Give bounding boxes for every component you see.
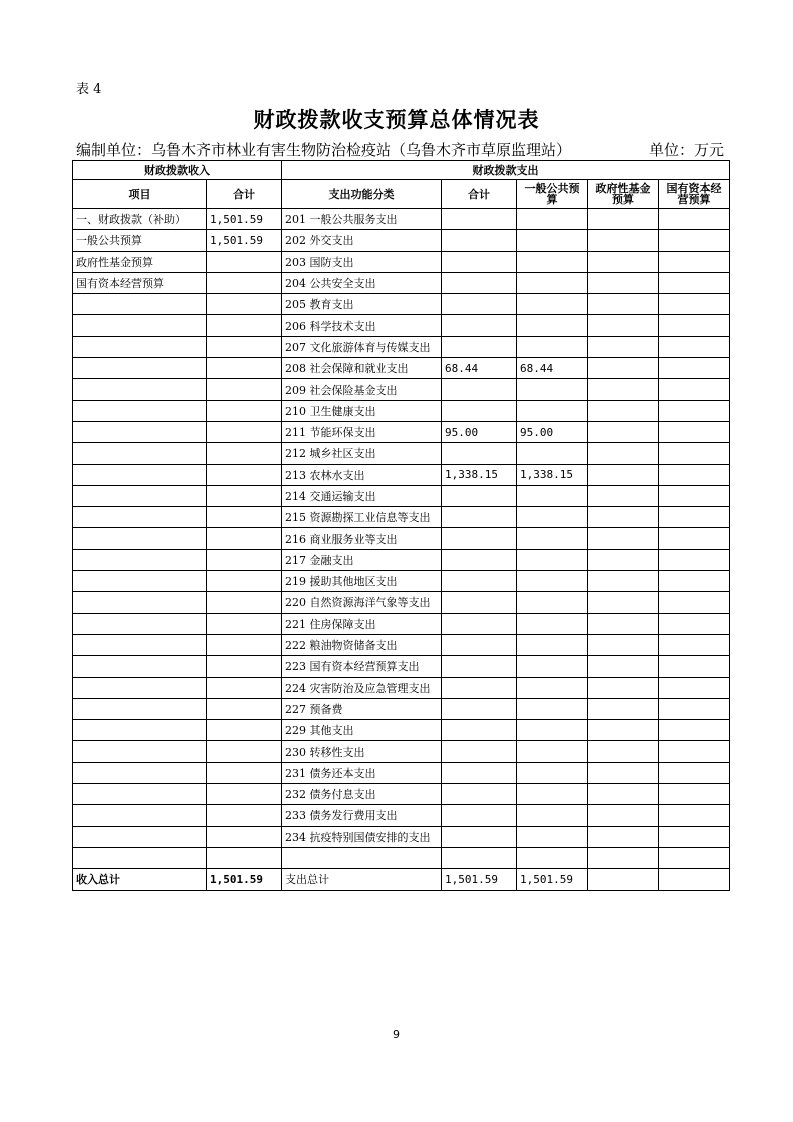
func-class-cell: 230 转移性支出 [282, 741, 442, 762]
gov-fund-cell [588, 251, 659, 272]
state-capital-cell [659, 379, 730, 400]
expense-total-cell [442, 847, 517, 868]
income-item-cell [73, 571, 207, 592]
gov-fund-cell [588, 294, 659, 315]
gov-fund-cell [588, 571, 659, 592]
table-row [73, 443, 730, 464]
general-budget-cell [517, 805, 588, 826]
expense-total-cell [442, 698, 517, 719]
gov-fund-cell [588, 698, 659, 719]
expense-total-cell [442, 379, 517, 400]
func-class-cell: 227 预备费 [282, 698, 442, 719]
gov-fund-cell [588, 720, 659, 741]
gov-fund-cell [588, 209, 659, 230]
func-class-cell: 234 抗疫特别国债安排的支出 [282, 826, 442, 847]
general-budget-cell [517, 230, 588, 251]
expense-total-cell [442, 634, 517, 655]
state-capital-cell [659, 549, 730, 570]
table-row [73, 294, 730, 315]
expense-total-cell [442, 251, 517, 272]
general-budget-cell [517, 400, 588, 421]
table-row [73, 613, 730, 634]
expense-total-cell [442, 230, 517, 251]
general-budget-cell: 1,338.15 [517, 464, 588, 485]
income-item-cell [73, 485, 207, 506]
income-total-cell [207, 741, 282, 762]
table-row [73, 272, 730, 293]
state-capital-cell [659, 698, 730, 719]
expense-group-header: 财政拨款支出 [282, 161, 730, 180]
func-class-cell: 214 交通运输支出 [282, 485, 442, 506]
func-class-cell: 211 节能环保支出 [282, 421, 442, 442]
income-total-cell [207, 336, 282, 357]
income-item-cell [73, 784, 207, 805]
state-capital-cell [659, 571, 730, 592]
state-capital-cell [659, 677, 730, 698]
income-item-cell [73, 741, 207, 762]
income-item-cell [73, 592, 207, 613]
income-total-cell [207, 634, 282, 655]
func-class-cell: 213 农林水支出 [282, 464, 442, 485]
state-capital-cell [659, 634, 730, 655]
income-total-cell [207, 464, 282, 485]
expense-total-cell: 95.00 [442, 421, 517, 442]
table-row [73, 230, 730, 251]
table-row [73, 358, 730, 379]
table-row [73, 805, 730, 826]
state-capital-cell [659, 741, 730, 762]
func-class-cell: 206 科学技术支出 [282, 315, 442, 336]
page-title: 财政拨款收支预算总体情况表 [253, 107, 540, 132]
income-total-cell [207, 443, 282, 464]
expense-total-cell [442, 592, 517, 613]
income-item-cell [73, 507, 207, 528]
table-row [73, 677, 730, 698]
gov-fund-cell [588, 549, 659, 570]
func-class-cell: 210 卫生健康支出 [282, 400, 442, 421]
income-item-cell [73, 656, 207, 677]
state-capital-cell [659, 592, 730, 613]
general-budget-cell [517, 443, 588, 464]
budget-table [72, 160, 730, 891]
general-grand-total: 1,501.59 [517, 869, 588, 890]
state-capital-cell [659, 805, 730, 826]
income-item-cell [73, 720, 207, 741]
general-budget-cell [517, 528, 588, 549]
general-budget-cell [517, 741, 588, 762]
func-class-cell: 208 社会保障和就业支出 [282, 358, 442, 379]
expense-total-cell [442, 720, 517, 741]
func-class-cell: 201 一般公共服务支出 [282, 209, 442, 230]
expense-total-cell [442, 336, 517, 357]
income-total-cell: 1,501.59 [207, 230, 282, 251]
general-budget-cell [517, 336, 588, 357]
table-row [73, 592, 730, 613]
state-capital-cell [659, 485, 730, 506]
income-item-cell: 一、财政拨款（补助） [73, 209, 207, 230]
state-capital-cell [659, 720, 730, 741]
func-class-cell: 209 社会保险基金支出 [282, 379, 442, 400]
income-group-header: 财政拨款收入 [73, 161, 282, 180]
income-item-cell [73, 613, 207, 634]
income-total-cell [207, 400, 282, 421]
income-total-cell [207, 592, 282, 613]
income-total-cell [207, 272, 282, 293]
state-capital-cell [659, 272, 730, 293]
income-item-cell [73, 762, 207, 783]
income-total-cell [207, 805, 282, 826]
gov-fund-cell [588, 762, 659, 783]
gov-fund-cell [588, 847, 659, 868]
income-total-cell [207, 784, 282, 805]
income-item-cell [73, 549, 207, 570]
income-item-cell [73, 805, 207, 826]
expense-total-cell [442, 826, 517, 847]
func-class-cell: 204 公共安全支出 [282, 272, 442, 293]
expense-total-cell [442, 294, 517, 315]
income-total-cell [207, 698, 282, 719]
expense-total-cell [442, 272, 517, 293]
gov-fund-cell [588, 634, 659, 655]
income-total-cell [207, 720, 282, 741]
income-total-cell [207, 677, 282, 698]
totals-row [73, 869, 730, 890]
table-row [73, 336, 730, 357]
table-row [73, 826, 730, 847]
income-total-cell [207, 613, 282, 634]
gov-fund-cell [588, 421, 659, 442]
general-budget-cell [517, 592, 588, 613]
compiling-unit: 编制单位：乌鲁木齐市林业有害生物防治检疫站（乌鲁木齐市草原监理站） [76, 141, 572, 159]
func-class-cell: 205 教育支出 [282, 294, 442, 315]
state-capital-cell [659, 528, 730, 549]
func-class-cell: 223 国有资本经营预算支出 [282, 656, 442, 677]
gov-fund-cell [588, 528, 659, 549]
expense-total-cell [442, 784, 517, 805]
income-item-cell [73, 634, 207, 655]
general-budget-cell [517, 634, 588, 655]
gov-fund-cell [588, 336, 659, 357]
func-class-cell: 215 资源勘探工业信息等支出 [282, 507, 442, 528]
func-class-cell: 221 住房保障支出 [282, 613, 442, 634]
table-row [73, 762, 730, 783]
gov-fund-column-header: 政府性基金预算 [588, 180, 659, 209]
gov-fund-cell [588, 656, 659, 677]
income-total-cell [207, 315, 282, 336]
gov-fund-cell [588, 358, 659, 379]
table-row [73, 507, 730, 528]
expense-total-cell [442, 805, 517, 826]
general-budget-cell [517, 656, 588, 677]
table-row [73, 315, 730, 336]
state-capital-cell [659, 443, 730, 464]
general-budget-cell [517, 613, 588, 634]
general-budget-cell [517, 720, 588, 741]
general-budget-cell [517, 677, 588, 698]
gov-fund-cell [588, 272, 659, 293]
currency-unit: 单位：万元 [648, 141, 724, 159]
gov-fund-cell [588, 507, 659, 528]
income-total-cell [207, 507, 282, 528]
state-capital-cell [659, 656, 730, 677]
table-row [73, 741, 730, 762]
general-budget-cell [517, 571, 588, 592]
expense-total-cell: 68.44 [442, 358, 517, 379]
income-total-cell [207, 762, 282, 783]
table-row [73, 549, 730, 570]
table-row [73, 720, 730, 741]
income-total-cell [207, 826, 282, 847]
expense-grand-total: 1,501.59 [442, 869, 517, 890]
func-class-cell: 212 城乡社区支出 [282, 443, 442, 464]
expense-total-cell [442, 613, 517, 634]
income-total-column-header: 合计 [207, 180, 282, 209]
general-budget-cell [517, 379, 588, 400]
expense-total-cell [442, 741, 517, 762]
table-row [73, 379, 730, 400]
general-budget-cell [517, 315, 588, 336]
func-class-cell: 229 其他支出 [282, 720, 442, 741]
gov-fund-cell [588, 443, 659, 464]
func-class-cell: 216 商业服务业等支出 [282, 528, 442, 549]
gov-fund-cell [588, 485, 659, 506]
table-row [73, 209, 730, 230]
income-item-cell [73, 336, 207, 357]
general-budget-cell [517, 549, 588, 570]
general-budget-cell: 95.00 [517, 421, 588, 442]
table-row [73, 847, 730, 868]
expense-total-cell [442, 762, 517, 783]
state-capital-cell [659, 847, 730, 868]
expense-total-cell [442, 209, 517, 230]
income-total-cell: 1,501.59 [207, 209, 282, 230]
income-total-cell [207, 656, 282, 677]
state-capital-cell [659, 507, 730, 528]
state-capital-cell [659, 358, 730, 379]
expense-total-cell [442, 528, 517, 549]
state-capital-cell [659, 826, 730, 847]
state-capital-cell [659, 315, 730, 336]
func-class-cell: 233 债务发行费用支出 [282, 805, 442, 826]
gov-fund-cell [588, 741, 659, 762]
income-item-cell [73, 421, 207, 442]
income-item-cell [73, 400, 207, 421]
expense-total-cell [442, 507, 517, 528]
func-class-cell: 207 文化旅游体育与传媒支出 [282, 336, 442, 357]
gov-fund-cell [588, 315, 659, 336]
func-class-cell: 232 债务付息支出 [282, 784, 442, 805]
general-budget-cell [517, 762, 588, 783]
income-total-cell [207, 571, 282, 592]
general-budget-cell [517, 272, 588, 293]
state-capital-cell [659, 464, 730, 485]
expense-total-cell [442, 315, 517, 336]
income-item-cell [73, 464, 207, 485]
income-item-cell: 一般公共预算 [73, 230, 207, 251]
income-grand-total: 1,501.59 [207, 869, 282, 890]
expense-total-cell [442, 656, 517, 677]
gov-fund-cell [588, 464, 659, 485]
income-total-cell [207, 528, 282, 549]
func-class-column-header: 支出功能分类 [282, 180, 442, 209]
state-capital-cell [659, 336, 730, 357]
func-class-cell: 222 粮油物资储备支出 [282, 634, 442, 655]
state-capital-cell [659, 421, 730, 442]
gov-fund-cell [588, 613, 659, 634]
gov-fund-cell [588, 592, 659, 613]
general-budget-cell: 68.44 [517, 358, 588, 379]
general-budget-column-header: 一般公共预算 [517, 180, 588, 209]
income-item-cell [73, 294, 207, 315]
expense-total-column-header: 合计 [442, 180, 517, 209]
state-capital-cell [659, 613, 730, 634]
general-budget-cell [517, 294, 588, 315]
income-item-cell [73, 358, 207, 379]
general-budget-cell [517, 847, 588, 868]
income-item-cell: 政府性基金预算 [73, 251, 207, 272]
page-number: 9 [393, 1028, 400, 1041]
table-number: 表 4 [76, 82, 102, 97]
income-total-cell [207, 549, 282, 570]
income-item-cell [73, 443, 207, 464]
income-item-cell: 国有资本经营预算 [73, 272, 207, 293]
state-capital-grand-total [659, 869, 730, 890]
state-capital-cell [659, 209, 730, 230]
gov-fund-cell [588, 230, 659, 251]
table-row [73, 251, 730, 272]
income-item-cell [73, 847, 207, 868]
general-budget-cell [517, 826, 588, 847]
general-budget-cell [517, 698, 588, 719]
expense-total-cell [442, 443, 517, 464]
func-class-cell: 231 债务还本支出 [282, 762, 442, 783]
state-capital-cell [659, 762, 730, 783]
state-capital-cell [659, 294, 730, 315]
func-class-cell: 203 国防支出 [282, 251, 442, 272]
gov-fund-cell [588, 400, 659, 421]
table-row [73, 571, 730, 592]
func-class-cell: 202 外交支出 [282, 230, 442, 251]
gov-fund-cell [588, 379, 659, 400]
expense-total-cell [442, 485, 517, 506]
table-row [73, 485, 730, 506]
expense-total-label: 支出总计 [282, 869, 442, 890]
income-item-cell [73, 698, 207, 719]
general-budget-cell [517, 485, 588, 506]
func-class-cell [282, 847, 442, 868]
income-total-label: 收入总计 [73, 869, 207, 890]
expense-total-cell [442, 400, 517, 421]
func-class-cell: 220 自然资源海洋气象等支出 [282, 592, 442, 613]
income-total-cell [207, 847, 282, 868]
table-row [73, 698, 730, 719]
income-item-cell [73, 528, 207, 549]
general-budget-cell [517, 507, 588, 528]
general-budget-cell [517, 251, 588, 272]
unit-line [76, 139, 728, 160]
income-total-cell [207, 294, 282, 315]
table-row [73, 634, 730, 655]
expense-total-cell: 1,338.15 [442, 464, 517, 485]
expense-total-cell [442, 571, 517, 592]
income-total-cell [207, 485, 282, 506]
table-row [73, 784, 730, 805]
gov-fund-grand-total [588, 869, 659, 890]
state-capital-cell [659, 784, 730, 805]
func-class-cell: 224 灾害防治及应急管理支出 [282, 677, 442, 698]
expense-total-cell [442, 549, 517, 570]
gov-fund-cell [588, 805, 659, 826]
general-budget-cell [517, 209, 588, 230]
income-total-cell [207, 358, 282, 379]
table-row [73, 464, 730, 485]
income-item-cell [73, 379, 207, 400]
state-capital-cell [659, 230, 730, 251]
income-total-cell [207, 421, 282, 442]
gov-fund-cell [588, 677, 659, 698]
income-total-cell [207, 251, 282, 272]
state-capital-cell [659, 251, 730, 272]
gov-fund-cell [588, 784, 659, 805]
state-capital-column-header: 国有资本经营预算 [659, 180, 730, 209]
gov-fund-cell [588, 826, 659, 847]
general-budget-cell [517, 784, 588, 805]
income-total-cell [207, 379, 282, 400]
table-row [73, 656, 730, 677]
table-row [73, 528, 730, 549]
func-class-cell: 217 金融支出 [282, 549, 442, 570]
income-item-cell [73, 315, 207, 336]
income-item-cell [73, 826, 207, 847]
income-item-cell [73, 677, 207, 698]
table-row [73, 400, 730, 421]
item-column-header: 项目 [73, 180, 207, 209]
table-body [73, 209, 730, 869]
table-row [73, 421, 730, 442]
func-class-cell: 219 援助其他地区支出 [282, 571, 442, 592]
state-capital-cell [659, 400, 730, 421]
expense-total-cell [442, 677, 517, 698]
